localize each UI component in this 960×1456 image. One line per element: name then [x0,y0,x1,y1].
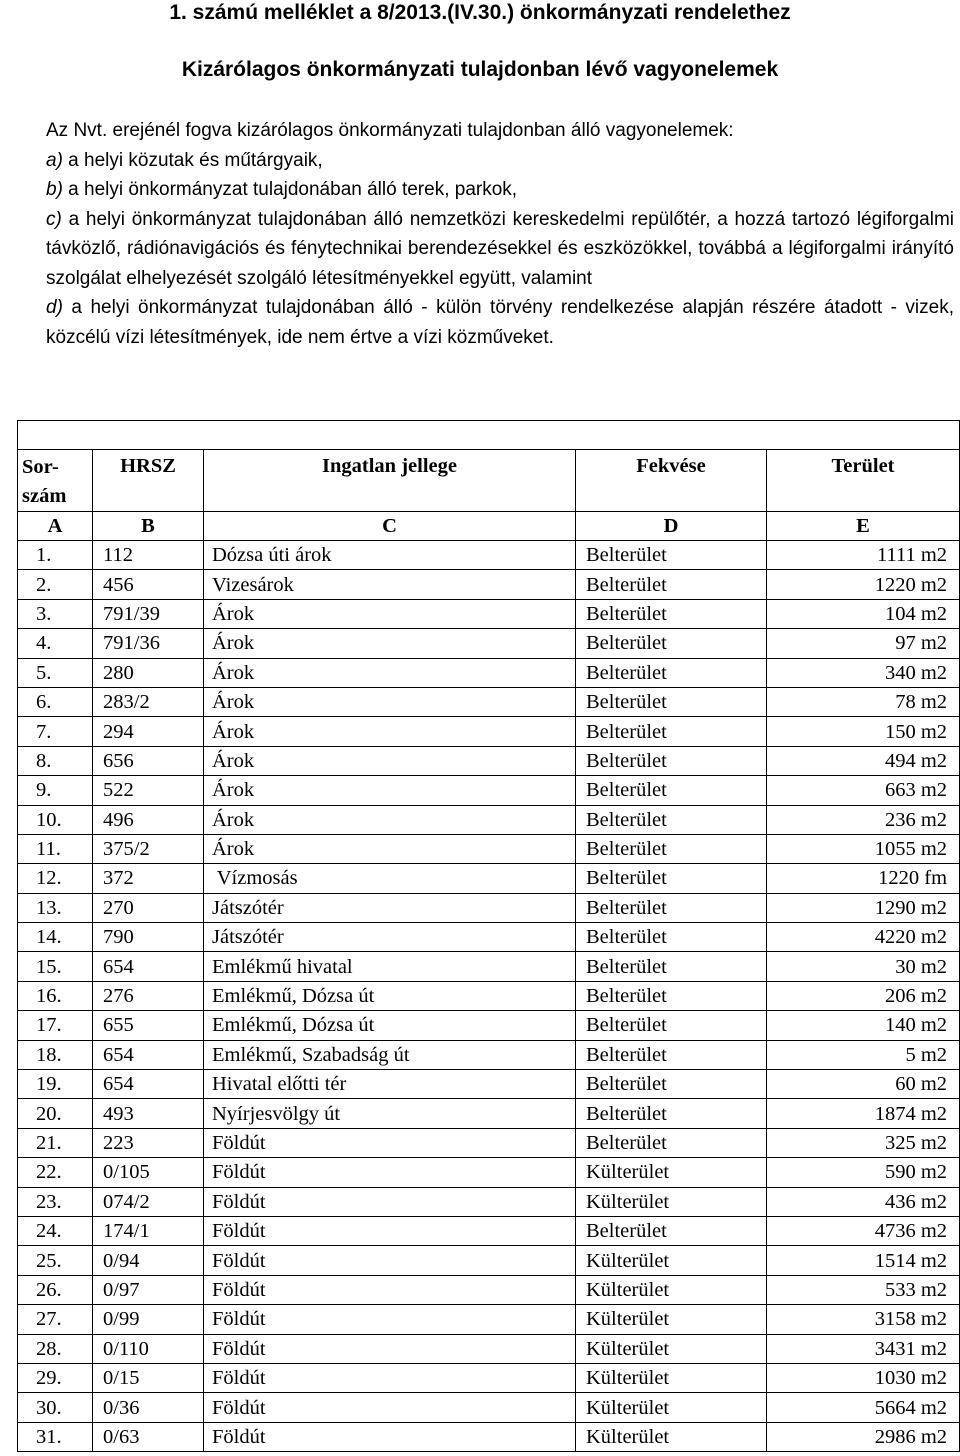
cell-ingatlan-jellege: Vizesárok [204,570,576,599]
cell-hrsz: 0/99 [93,1305,204,1334]
cell-sorszam: 25. [18,1246,93,1275]
table-row [18,1334,960,1363]
cell-fekvese: Belterület [576,658,767,687]
item-text: a helyi önkormányzat tulajdonában álló terek, parkok, [62,179,518,200]
cell-terulet: 236 m2 [767,805,960,834]
table-row [18,952,960,981]
cell-ingatlan-jellege: Árok [204,687,576,716]
table-row [18,1099,960,1128]
document-heading: 1. számú melléklet a 8/2013.(IV.30.) önkormányzati rendelethez [169,1,791,24]
cell-fekvese: Belterület [576,923,767,952]
header-sorszam-line1: Sor- [22,456,59,478]
table-row [18,1011,960,1040]
cell-sorszam: 16. [18,981,93,1010]
cell-sorszam: 2. [18,570,93,599]
cell-terulet: 2986 m2 [767,1422,960,1451]
cell-ingatlan-jellege: Földút [204,1216,576,1245]
cell-fekvese: Belterület [576,1011,767,1040]
cell-hrsz: 654 [93,1070,204,1099]
cell-sorszam: 3. [18,599,93,628]
cell-fekvese: Külterület [576,1305,767,1334]
table-row [18,687,960,716]
cell-ingatlan-jellege: Földút [204,1363,576,1392]
cell-ingatlan-jellege: Emlékmű hivatal [204,952,576,981]
cell-terulet: 1290 m2 [767,893,960,922]
cell-terulet: 5 m2 [767,1040,960,1069]
cell-fekvese: Belterület [576,805,767,834]
table-row [18,658,960,687]
cell-terulet: 1111 m2 [767,541,960,570]
cell-hrsz: 656 [93,746,204,775]
column-letter: B [93,512,204,541]
cell-sorszam: 10. [18,805,93,834]
cell-terulet: 5664 m2 [767,1393,960,1422]
cell-terulet: 663 m2 [767,776,960,805]
table-row [18,599,960,628]
cell-terulet: 533 m2 [767,1275,960,1304]
cell-fekvese: Külterület [576,1393,767,1422]
cell-sorszam: 31. [18,1422,93,1451]
table-row [18,776,960,805]
cell-terulet: 30 m2 [767,952,960,981]
cell-ingatlan-jellege: Árok [204,776,576,805]
table-row [18,1158,960,1187]
cell-sorszam: 7. [18,717,93,746]
cell-sorszam: 1. [18,541,93,570]
table-row [18,746,960,775]
cell-hrsz: 0/110 [93,1334,204,1363]
cell-sorszam: 30. [18,1393,93,1422]
cell-terulet: 436 m2 [767,1187,960,1216]
header-sorszam-line2: szám [22,485,67,507]
cell-fekvese: Belterület [576,717,767,746]
cell-ingatlan-jellege: Játszótér [204,893,576,922]
table-row [18,570,960,599]
table-row [18,923,960,952]
item-label: a) [46,149,63,171]
cell-ingatlan-jellege: Árok [204,746,576,775]
cell-hrsz: 372 [93,864,204,893]
cell-fekvese: Belterület [576,1070,767,1099]
cell-sorszam: 23. [18,1187,93,1216]
cell-terulet: 4220 m2 [767,923,960,952]
cell-hrsz: 493 [93,1099,204,1128]
cell-sorszam: 11. [18,834,93,863]
cell-terulet: 1220 m2 [767,570,960,599]
table-row [18,1393,960,1422]
cell-ingatlan-jellege: Emlékmű, Szabadság út [204,1040,576,1069]
cell-terulet: 590 m2 [767,1158,960,1187]
cell-ingatlan-jellege: Árok [204,658,576,687]
table-row [18,864,960,893]
cell-ingatlan-jellege: Játszótér [204,923,576,952]
intro-item-b [46,175,954,205]
cell-terulet: 4736 m2 [767,1216,960,1245]
item-label: c) [46,208,62,230]
cell-hrsz: 0/97 [93,1275,204,1304]
cell-sorszam: 14. [18,923,93,952]
cell-fekvese: Belterület [576,1040,767,1069]
cell-sorszam: 9. [18,776,93,805]
cell-sorszam: 26. [18,1275,93,1304]
table-row [18,1305,960,1334]
cell-hrsz: 0/36 [93,1393,204,1422]
cell-terulet: 97 m2 [767,629,960,658]
table-row [18,1363,960,1392]
cell-hrsz: 456 [93,570,204,599]
cell-hrsz: 0/63 [93,1422,204,1451]
cell-terulet: 206 m2 [767,981,960,1010]
table-row [18,1216,960,1245]
cell-ingatlan-jellege: Árok [204,599,576,628]
cell-terulet: 3158 m2 [767,1305,960,1334]
cell-hrsz: 294 [93,717,204,746]
table-letters-row [18,512,960,541]
cell-terulet: 1220 fm [767,864,960,893]
cell-sorszam: 6. [18,687,93,716]
cell-terulet: 1030 m2 [767,1363,960,1392]
table-blank-row [18,421,960,450]
cell-fekvese: Külterület [576,1187,767,1216]
document-subheading: Kizárólagos önkormányzati tulajdonban lévő vagyonelemek [181,58,779,81]
cell-ingatlan-jellege: Földút [204,1305,576,1334]
column-letter: C [204,512,576,541]
cell-ingatlan-jellege: Árok [204,629,576,658]
cell-ingatlan-jellege: Nyírjesvölgy út [204,1099,576,1128]
cell-fekvese: Belterület [576,952,767,981]
cell-sorszam: 19. [18,1070,93,1099]
cell-fekvese: Belterület [576,541,767,570]
cell-hrsz: 375/2 [93,834,204,863]
cell-hrsz: 522 [93,776,204,805]
cell-sorszam: 21. [18,1128,93,1157]
cell-terulet: 78 m2 [767,687,960,716]
table-row [18,1275,960,1304]
cell-sorszam: 24. [18,1216,93,1245]
cell-fekvese: Külterület [576,1363,767,1392]
cell-hrsz: 270 [93,893,204,922]
cell-fekvese: Belterület [576,687,767,716]
cell-ingatlan-jellege: Árok [204,717,576,746]
table-row [18,717,960,746]
cell-hrsz: 074/2 [93,1187,204,1216]
cell-fekvese: Belterület [576,776,767,805]
cell-hrsz: 174/1 [93,1216,204,1245]
cell-hrsz: 790 [93,923,204,952]
cell-ingatlan-jellege: Földút [204,1393,576,1422]
table-row [18,981,960,1010]
cell-sorszam: 17. [18,1011,93,1040]
table-row [18,805,960,834]
column-letter: A [18,512,93,541]
cell-fekvese: Belterület [576,599,767,628]
cell-hrsz: 654 [93,952,204,981]
item-label: b) [46,179,63,200]
cell-hrsz: 791/39 [93,599,204,628]
cell-hrsz: 276 [93,981,204,1010]
cell-ingatlan-jellege: Földút [204,1158,576,1187]
cell-fekvese: Belterület [576,834,767,863]
column-letter: E [767,512,960,541]
table-row [18,893,960,922]
cell-fekvese: Külterület [576,1158,767,1187]
cell-terulet: 325 m2 [767,1128,960,1157]
header-fekvese: Fekvése [576,450,767,512]
cell-fekvese: Külterület [576,1422,767,1451]
cell-fekvese: Belterület [576,864,767,893]
header-ingatlan-jellege: Ingatlan jellege [204,450,576,512]
blank-cell [18,421,960,450]
table-header-row [18,450,960,512]
header-terulet: Terület [767,450,960,512]
cell-sorszam: 12. [18,864,93,893]
cell-fekvese: Külterület [576,1275,767,1304]
item-text: a helyi önkormányzat tulajdonában álló nemzetközi kereskedelmi repülőtér, a hozzá tartozó légiforgalmi távközlő, rádiónavigációs és fénytechnikai berendezésekkel és eszközökkel, továbbá a légiforgalmi irányító szolgálat elhelyezését szolgáló létesítményekkel együtt, valamint [46,208,954,289]
cell-ingatlan-jellege: Földút [204,1128,576,1157]
cell-ingatlan-jellege: Dózsa úti árok [204,541,576,570]
cell-ingatlan-jellege: Árok [204,805,576,834]
cell-hrsz: 655 [93,1011,204,1040]
cell-ingatlan-jellege: Földút [204,1422,576,1451]
cell-ingatlan-jellege: Földút [204,1187,576,1216]
cell-ingatlan-jellege: Földút [204,1246,576,1275]
cell-hrsz: 112 [93,541,204,570]
table-row [18,541,960,570]
table-row [18,1128,960,1157]
cell-terulet: 340 m2 [767,658,960,687]
cell-fekvese: Belterület [576,981,767,1010]
cell-hrsz: 280 [93,658,204,687]
cell-ingatlan-jellege: Földút [204,1275,576,1304]
cell-sorszam: 4. [18,629,93,658]
assets-table [17,420,960,1452]
table-row [18,1246,960,1275]
table-row [18,834,960,863]
cell-sorszam: 18. [18,1040,93,1069]
item-text: a helyi közutak és műtárgyaik, [62,149,323,171]
cell-hrsz: 283/2 [93,687,204,716]
cell-sorszam: 20. [18,1099,93,1128]
cell-fekvese: Belterület [576,893,767,922]
item-label: d) [46,297,63,318]
cell-sorszam: 8. [18,746,93,775]
cell-terulet: 104 m2 [767,599,960,628]
cell-terulet: 1874 m2 [767,1099,960,1128]
cell-fekvese: Külterület [576,1246,767,1275]
item-text: a helyi önkormányzat tulajdonában álló - külön törvény rendelkezése alapján részére átadott - vizek, közcélú vízi létesítmények, ide nem értve a vízi közműveket. [46,297,954,348]
table-row [18,629,960,658]
intro-item-d [46,293,954,352]
cell-terulet: 3431 m2 [767,1334,960,1363]
cell-terulet: 150 m2 [767,717,960,746]
cell-ingatlan-jellege: Árok [204,834,576,863]
cell-terulet: 140 m2 [767,1011,960,1040]
intro-line: Az Nvt. erejénél fogva kizárólagos önkormányzati tulajdonban álló vagyonelemek: [46,120,734,141]
cell-ingatlan-jellege: Vízmosás [204,864,576,893]
cell-ingatlan-jellege: Emlékmű, Dózsa út [204,981,576,1010]
cell-fekvese: Belterület [576,629,767,658]
intro-item-a [46,146,954,176]
header-hrsz: HRSZ [93,450,204,512]
cell-terulet: 1514 m2 [767,1246,960,1275]
cell-sorszam: 27. [18,1305,93,1334]
cell-sorszam: 13. [18,893,93,922]
cell-fekvese: Belterület [576,746,767,775]
cell-hrsz: 0/94 [93,1246,204,1275]
cell-fekvese: Belterület [576,1128,767,1157]
intro-item-c [46,205,954,294]
table-row [18,1070,960,1099]
intro-text [46,116,954,352]
cell-terulet: 494 m2 [767,746,960,775]
table-row [18,1422,960,1451]
cell-hrsz: 496 [93,805,204,834]
column-letter: D [576,512,767,541]
cell-fekvese: Belterület [576,1216,767,1245]
cell-hrsz: 223 [93,1128,204,1157]
cell-sorszam: 29. [18,1363,93,1392]
cell-ingatlan-jellege: Földút [204,1334,576,1363]
cell-sorszam: 15. [18,952,93,981]
cell-fekvese: Belterület [576,1099,767,1128]
table-row [18,1187,960,1216]
cell-hrsz: 0/105 [93,1158,204,1187]
cell-ingatlan-jellege: Hivatal előtti tér [204,1070,576,1099]
cell-hrsz: 654 [93,1040,204,1069]
cell-ingatlan-jellege: Emlékmű, Dózsa út [204,1011,576,1040]
cell-terulet: 60 m2 [767,1070,960,1099]
cell-fekvese: Külterület [576,1334,767,1363]
cell-sorszam: 22. [18,1158,93,1187]
table-row [18,1040,960,1069]
cell-terulet: 1055 m2 [767,834,960,863]
cell-sorszam: 28. [18,1334,93,1363]
cell-hrsz: 791/36 [93,629,204,658]
cell-fekvese: Belterület [576,570,767,599]
cell-hrsz: 0/15 [93,1363,204,1392]
header-sorszam [18,450,93,512]
cell-sorszam: 5. [18,658,93,687]
